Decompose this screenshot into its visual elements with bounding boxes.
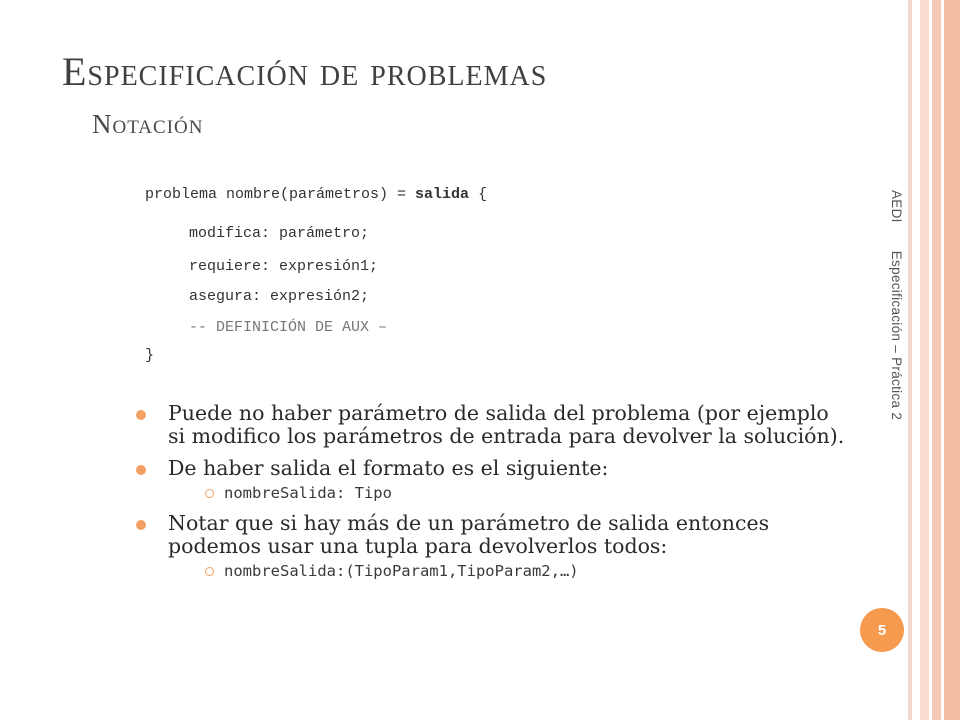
sub-bullet-item: nombreSalida:(TipoParam1,TipoParam2,…) (132, 560, 852, 582)
side-label (887, 190, 911, 460)
code-line-4: asegura: expresión2; (189, 288, 370, 305)
code-line-1 (145, 186, 487, 203)
stripe (920, 0, 929, 720)
bullet-list (132, 402, 852, 582)
code-keyword: salida (415, 186, 470, 203)
topic-label: Especificación – Práctica 2 (889, 250, 904, 421)
course-label: AEDI (889, 190, 904, 223)
code-text: problema nombre(parámetros) = (145, 186, 416, 203)
side-label-text (889, 190, 904, 420)
code-text: { (469, 186, 488, 203)
stripe-gap (912, 0, 920, 720)
page-number-badge: 5 (860, 608, 904, 652)
bullet-item: Puede no haber parámetro de salida del problema (por ejemplo si modifico los parámetros de entrada para devolver la solución). (132, 402, 852, 448)
code-line-2: modifica: parámetro; (189, 225, 370, 242)
sub-bullet-item: nombreSalida: Tipo (132, 482, 852, 504)
code-line-3: requiere: expresión1; (189, 258, 379, 275)
stripe (944, 0, 960, 720)
stripe (932, 0, 941, 720)
slide-subtitle: Notación (92, 109, 204, 139)
code-line-5: -- DEFINICIÓN DE AUX – (189, 319, 388, 336)
bullet-item: Notar que si hay más de un parámetro de salida entonces podemos usar una tupla para devolverlos todos: (132, 512, 852, 558)
bullet-item: De haber salida el formato es el siguiente: (132, 457, 852, 480)
code-line-6: } (145, 347, 155, 364)
slide-title: Especificación de problemas (62, 49, 548, 94)
decorative-stripes (908, 0, 960, 720)
